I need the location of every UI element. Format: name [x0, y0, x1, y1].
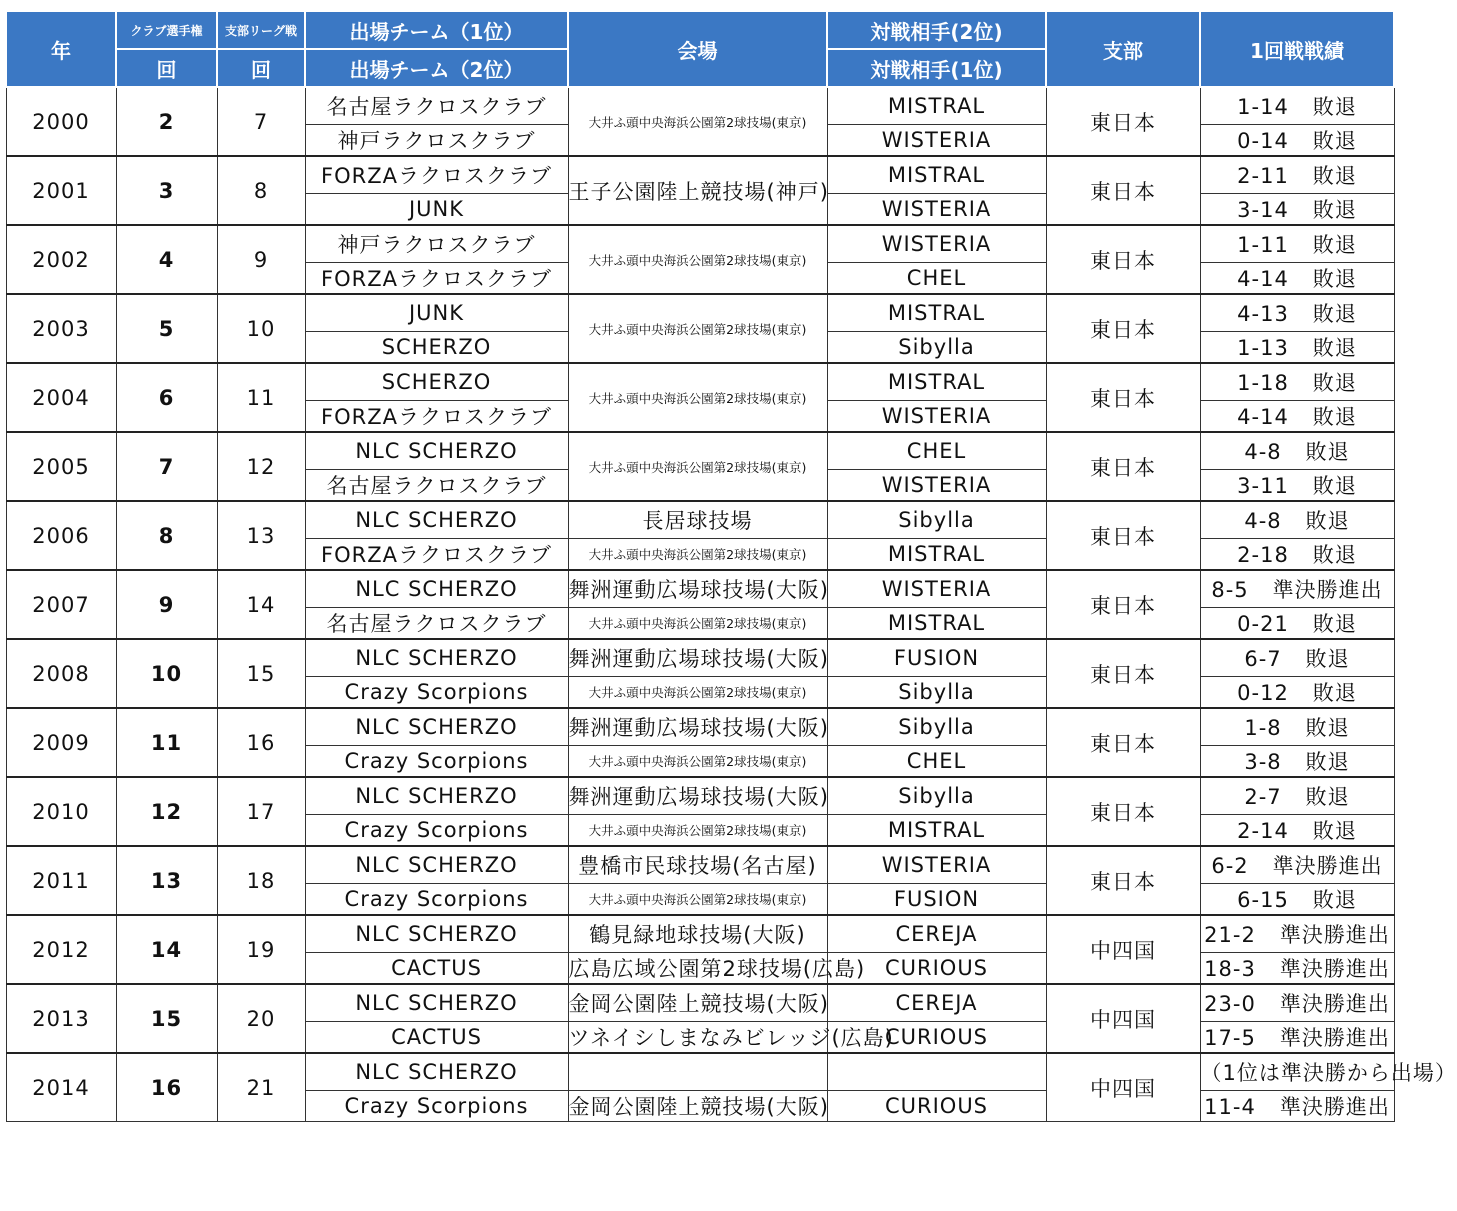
team-second-cell: FORZAラクロスクラブ	[305, 539, 568, 571]
branch-cell: 東日本	[1046, 846, 1200, 915]
branch-cell: 東日本	[1046, 294, 1200, 363]
result-cell	[1200, 984, 1394, 1022]
results-body	[6, 87, 1457, 1122]
result-outcome: 敗退	[1312, 198, 1357, 222]
result-score: 4-8	[1244, 509, 1282, 533]
branch-cell: 中四国	[1046, 915, 1200, 984]
result-cell	[1200, 225, 1394, 263]
result-outcome: 敗退	[1312, 819, 1357, 843]
table-row	[6, 846, 1394, 884]
result-outcome: 敗退	[1312, 474, 1357, 498]
opponent-cell: WISTERIA	[827, 194, 1046, 226]
club-round-cell: 10	[116, 639, 217, 708]
club-round-cell: 13	[116, 846, 217, 915]
table-row	[6, 87, 1394, 125]
league-round-cell: 14	[217, 570, 305, 639]
club-round-cell: 4	[116, 225, 217, 294]
table-row	[6, 915, 1394, 953]
result-outcome: 準決勝進出	[1279, 992, 1390, 1016]
team-first-cell: NLC SCHERZO	[305, 915, 568, 953]
result-score: 6-2	[1211, 854, 1249, 878]
venue-cell: 金岡公園陸上競技場(大阪)	[568, 1091, 827, 1122]
club-round-cell: 6	[116, 363, 217, 432]
result-outcome: 敗退	[1312, 164, 1357, 188]
result-score: 17-5	[1204, 1026, 1256, 1050]
year-cell: 2007	[6, 570, 116, 639]
result-outcome: 敗退	[1312, 371, 1357, 395]
year-cell: 2011	[6, 846, 116, 915]
table-row	[6, 570, 1394, 608]
team-second-cell: JUNK	[305, 194, 568, 226]
result-score: 21-2	[1204, 923, 1256, 947]
team-second-cell: SCHERZO	[305, 332, 568, 364]
result-outcome: 敗退	[1312, 543, 1357, 567]
team-first-cell: NLC SCHERZO	[305, 570, 568, 608]
opponent-cell	[827, 1053, 1046, 1091]
opponent-cell: Sibylla	[827, 501, 1046, 539]
result-cell	[1200, 884, 1394, 916]
league-round-cell: 16	[217, 708, 305, 777]
opponent-cell: CEREJA	[827, 915, 1046, 953]
opponent-cell: Sibylla	[827, 332, 1046, 364]
branch-cell: 中四国	[1046, 1053, 1200, 1122]
league-round-cell: 15	[217, 639, 305, 708]
branch-cell: 中四国	[1046, 984, 1200, 1053]
result-outcome: 準決勝進出	[1272, 854, 1383, 878]
year-cell: 2002	[6, 225, 116, 294]
team-second-cell: Crazy Scorpions	[305, 746, 568, 778]
branch-cell: 東日本	[1046, 708, 1200, 777]
year-cell: 2004	[6, 363, 116, 432]
year-cell: 2008	[6, 639, 116, 708]
result-outcome: 敗退	[1305, 647, 1350, 671]
result-cell	[1200, 401, 1394, 433]
result-outcome: 敗退	[1305, 716, 1350, 740]
team-second-cell: CACTUS	[305, 1022, 568, 1054]
club-round-cell: 5	[116, 294, 217, 363]
result-score: 2-11	[1237, 164, 1289, 188]
league-round-cell: 7	[217, 87, 305, 156]
branch-cell: 東日本	[1046, 363, 1200, 432]
year-cell: 2001	[6, 156, 116, 225]
result-outcome: 準決勝進出	[1279, 923, 1390, 947]
venue-cell: ツネイシしまなみビレッジ(広島)	[568, 1022, 827, 1054]
branch-cell: 東日本	[1046, 432, 1200, 501]
league-round-cell: 11	[217, 363, 305, 432]
result-cell	[1200, 263, 1394, 295]
opponent-cell: CHEL	[827, 432, 1046, 470]
club-round-cell: 16	[116, 1053, 217, 1122]
result-cell	[1200, 87, 1394, 125]
result-cell	[1200, 846, 1394, 884]
team-second-cell: Crazy Scorpions	[305, 677, 568, 709]
result-outcome: 敗退	[1305, 785, 1350, 809]
header-club-unit: 回	[116, 49, 217, 87]
venue-cell: 大井ふ頭中央海浜公園第2球技場(東京)	[568, 884, 827, 916]
venue-cell: 鶴見緑地球技場(大阪)	[568, 915, 827, 953]
result-cell	[1200, 332, 1394, 364]
results-table-container	[5, 10, 1457, 1122]
team-first-cell: NLC SCHERZO	[305, 777, 568, 815]
table-row	[6, 156, 1394, 194]
venue-cell: 大井ふ頭中央海浜公園第2球技場(東京)	[568, 539, 827, 571]
table-row	[6, 1053, 1394, 1091]
result-cell	[1200, 539, 1394, 571]
opponent-cell: MISTRAL	[827, 363, 1046, 401]
result-score: 4-14	[1237, 405, 1289, 429]
team-second-cell: 名古屋ラクロスクラブ	[305, 470, 568, 502]
venue-cell: 大井ふ頭中央海浜公園第2球技場(東京)	[568, 87, 827, 156]
year-cell: 2005	[6, 432, 116, 501]
results-table	[5, 10, 1457, 1122]
result-cell	[1200, 1091, 1394, 1122]
result-outcome: 敗退	[1312, 681, 1357, 705]
result-cell	[1200, 953, 1394, 985]
header-result: 1回戦戦績	[1200, 11, 1394, 87]
league-round-cell: 13	[217, 501, 305, 570]
table-row	[6, 639, 1394, 677]
table-row	[6, 363, 1394, 401]
result-score: 6-15	[1237, 888, 1289, 912]
result-score: 3-8	[1244, 750, 1282, 774]
opponent-cell: Sibylla	[827, 677, 1046, 709]
venue-cell: 舞洲運動広場球技場(大阪)	[568, 639, 827, 677]
year-cell: 2010	[6, 777, 116, 846]
league-round-cell: 8	[217, 156, 305, 225]
team-first-cell: NLC SCHERZO	[305, 432, 568, 470]
result-score: 4-13	[1237, 302, 1289, 326]
venue-cell: 大井ふ頭中央海浜公園第2球技場(東京)	[568, 225, 827, 294]
club-round-cell: 9	[116, 570, 217, 639]
result-score: 2-18	[1237, 543, 1289, 567]
result-outcome: 敗退	[1312, 336, 1357, 360]
league-round-cell: 12	[217, 432, 305, 501]
result-outcome: 敗退	[1312, 888, 1357, 912]
league-round-cell: 18	[217, 846, 305, 915]
opponent-cell: CURIOUS	[827, 1091, 1046, 1122]
team-second-cell: Crazy Scorpions	[305, 1091, 568, 1122]
table-row	[6, 501, 1394, 539]
result-cell	[1200, 708, 1394, 746]
club-round-cell: 8	[116, 501, 217, 570]
club-round-cell: 15	[116, 984, 217, 1053]
result-cell	[1200, 639, 1394, 677]
header-team-second: 出場チーム（2位）	[305, 49, 568, 87]
result-outcome: 敗退	[1312, 95, 1357, 119]
opponent-cell: FUSION	[827, 639, 1046, 677]
result-cell	[1200, 470, 1394, 502]
result-score: 1-8	[1244, 716, 1282, 740]
result-cell	[1200, 608, 1394, 640]
league-round-cell: 19	[217, 915, 305, 984]
team-first-cell: NLC SCHERZO	[305, 846, 568, 884]
branch-cell: 東日本	[1046, 639, 1200, 708]
opponent-cell: CURIOUS	[827, 1022, 1046, 1054]
result-score: 2-7	[1244, 785, 1282, 809]
header-branch-league: 支部リーグ戦	[217, 11, 305, 49]
team-first-cell: NLC SCHERZO	[305, 708, 568, 746]
opponent-cell: WISTERIA	[827, 401, 1046, 433]
result-score: 18-3	[1204, 957, 1256, 981]
year-cell: 2006	[6, 501, 116, 570]
branch-cell: 東日本	[1046, 87, 1200, 156]
result-score: 0-14	[1237, 129, 1289, 153]
team-second-cell: 神戸ラクロスクラブ	[305, 125, 568, 157]
team-second-cell: CACTUS	[305, 953, 568, 985]
table-row	[6, 294, 1394, 332]
branch-cell: 東日本	[1046, 777, 1200, 846]
branch-cell: 東日本	[1046, 225, 1200, 294]
result-cell	[1200, 777, 1394, 815]
venue-cell: 大井ふ頭中央海浜公園第2球技場(東京)	[568, 363, 827, 432]
opponent-cell: WISTERIA	[827, 125, 1046, 157]
result-score: 1-13	[1237, 336, 1289, 360]
club-round-cell: 14	[116, 915, 217, 984]
result-outcome: 敗退	[1305, 750, 1350, 774]
club-round-cell: 2	[116, 87, 217, 156]
result-outcome: 敗退	[1312, 302, 1357, 326]
header-league-unit: 回	[217, 49, 305, 87]
result-cell	[1200, 156, 1394, 194]
year-cell: 2000	[6, 87, 116, 156]
header-opponent-second: 対戦相手(2位)	[827, 11, 1046, 49]
result-cell	[1200, 915, 1394, 953]
club-round-cell: 7	[116, 432, 217, 501]
opponent-cell: WISTERIA	[827, 570, 1046, 608]
result-cell	[1200, 363, 1394, 401]
result-cell	[1200, 570, 1394, 608]
opponent-cell: CHEL	[827, 263, 1046, 295]
result-cell	[1200, 746, 1394, 778]
header-branch: 支部	[1046, 11, 1200, 87]
venue-cell: 王子公園陸上競技場(神戸)	[568, 156, 827, 225]
result-cell	[1200, 1022, 1394, 1054]
result-outcome: 準決勝進出	[1279, 1026, 1390, 1050]
venue-cell: 豊橋市民球技場(名古屋)	[568, 846, 827, 884]
team-first-cell: NLC SCHERZO	[305, 984, 568, 1022]
opponent-cell: MISTRAL	[827, 294, 1046, 332]
opponent-cell: Sibylla	[827, 708, 1046, 746]
result-score: 0-21	[1237, 612, 1289, 636]
header-club-championship: クラブ選手権	[116, 11, 217, 49]
venue-cell: 大井ふ頭中央海浜公園第2球技場(東京)	[568, 677, 827, 709]
venue-cell: 大井ふ頭中央海浜公園第2球技場(東京)	[568, 294, 827, 363]
result-cell	[1200, 125, 1394, 157]
year-cell: 2013	[6, 984, 116, 1053]
year-cell: 2014	[6, 1053, 116, 1122]
team-second-cell: 名古屋ラクロスクラブ	[305, 608, 568, 640]
result-cell	[1200, 501, 1394, 539]
result-score: 2-14	[1237, 819, 1289, 843]
result-score: 1-14	[1237, 95, 1289, 119]
result-outcome: 敗退	[1312, 405, 1357, 429]
league-round-cell: 20	[217, 984, 305, 1053]
result-score: 6-7	[1244, 647, 1282, 671]
result-outcome: 敗退	[1305, 509, 1350, 533]
opponent-cell: CEREJA	[827, 984, 1046, 1022]
result-cell	[1200, 677, 1394, 709]
venue-cell: 広島広域公園第2球技場(広島)	[568, 953, 827, 985]
opponent-cell: WISTERIA	[827, 846, 1046, 884]
branch-cell: 東日本	[1046, 156, 1200, 225]
venue-cell: 舞洲運動広場球技場(大阪)	[568, 570, 827, 608]
result-outcome: 敗退	[1312, 267, 1357, 291]
result-score: 23-0	[1204, 992, 1256, 1016]
result-score: 4-8	[1244, 440, 1282, 464]
venue-cell: 大井ふ頭中央海浜公園第2球技場(東京)	[568, 432, 827, 501]
team-first-cell: JUNK	[305, 294, 568, 332]
team-first-cell: FORZAラクロスクラブ	[305, 156, 568, 194]
result-outcome: 準決勝進出	[1279, 1095, 1390, 1119]
league-round-cell: 10	[217, 294, 305, 363]
result-outcome: 敗退	[1312, 612, 1357, 636]
result-score: 1-18	[1237, 371, 1289, 395]
table-row	[6, 777, 1394, 815]
club-round-cell: 11	[116, 708, 217, 777]
result-score: 3-14	[1237, 198, 1289, 222]
header-team-first: 出場チーム（1位）	[305, 11, 568, 49]
branch-cell: 東日本	[1046, 570, 1200, 639]
venue-cell	[568, 1053, 827, 1091]
league-round-cell: 9	[217, 225, 305, 294]
team-first-cell: 神戸ラクロスクラブ	[305, 225, 568, 263]
team-first-cell: SCHERZO	[305, 363, 568, 401]
team-second-cell: FORZAラクロスクラブ	[305, 401, 568, 433]
result-outcome: 準決勝進出	[1279, 957, 1390, 981]
result-score: 11-4	[1204, 1095, 1256, 1119]
result-outcome: 敗退	[1312, 233, 1357, 257]
result-outcome: 敗退	[1305, 440, 1350, 464]
table-row	[6, 225, 1394, 263]
result-score: 4-14	[1237, 267, 1289, 291]
team-second-cell: Crazy Scorpions	[305, 884, 568, 916]
league-round-cell: 17	[217, 777, 305, 846]
header-year: 年	[6, 11, 116, 87]
result-cell	[1200, 294, 1394, 332]
opponent-cell: FUSION	[827, 884, 1046, 916]
table-row	[6, 432, 1394, 470]
club-round-cell: 12	[116, 777, 217, 846]
opponent-cell: CHEL	[827, 746, 1046, 778]
team-first-cell: 名古屋ラクロスクラブ	[305, 87, 568, 125]
result-outcome: 敗退	[1312, 129, 1357, 153]
venue-cell: 舞洲運動広場球技場(大阪)	[568, 777, 827, 815]
result-note-cell: （1位は準決勝から出場）	[1200, 1053, 1394, 1091]
venue-cell: 大井ふ頭中央海浜公園第2球技場(東京)	[568, 608, 827, 640]
venue-cell: 舞洲運動広場球技場(大阪)	[568, 708, 827, 746]
table-row	[6, 984, 1394, 1022]
result-cell	[1200, 815, 1394, 847]
table-row	[6, 708, 1394, 746]
opponent-cell: CURIOUS	[827, 953, 1046, 985]
team-first-cell: NLC SCHERZO	[305, 639, 568, 677]
header-venue: 会場	[568, 11, 827, 87]
club-round-cell: 3	[116, 156, 217, 225]
venue-cell: 長居球技場	[568, 501, 827, 539]
branch-cell: 東日本	[1046, 501, 1200, 570]
team-second-cell: Crazy Scorpions	[305, 815, 568, 847]
venue-cell: 大井ふ頭中央海浜公園第2球技場(東京)	[568, 746, 827, 778]
venue-cell: 金岡公園陸上競技場(大阪)	[568, 984, 827, 1022]
opponent-cell: Sibylla	[827, 777, 1046, 815]
result-outcome: 準決勝進出	[1272, 578, 1383, 602]
opponent-cell: MISTRAL	[827, 815, 1046, 847]
team-first-cell: NLC SCHERZO	[305, 501, 568, 539]
opponent-cell: MISTRAL	[827, 156, 1046, 194]
result-score: 0-12	[1237, 681, 1289, 705]
venue-cell: 大井ふ頭中央海浜公園第2球技場(東京)	[568, 815, 827, 847]
header-opponent-first: 対戦相手(1位)	[827, 49, 1046, 87]
opponent-cell: MISTRAL	[827, 87, 1046, 125]
opponent-cell: WISTERIA	[827, 225, 1046, 263]
result-cell	[1200, 432, 1394, 470]
year-cell: 2012	[6, 915, 116, 984]
result-score: 3-11	[1237, 474, 1289, 498]
year-cell: 2003	[6, 294, 116, 363]
team-second-cell: FORZAラクロスクラブ	[305, 263, 568, 295]
result-cell	[1200, 194, 1394, 226]
opponent-cell: MISTRAL	[827, 608, 1046, 640]
result-score: 8-5	[1211, 578, 1249, 602]
opponent-cell: WISTERIA	[827, 470, 1046, 502]
league-round-cell: 21	[217, 1053, 305, 1122]
result-score: 1-11	[1237, 233, 1289, 257]
year-cell: 2009	[6, 708, 116, 777]
opponent-cell: MISTRAL	[827, 539, 1046, 571]
team-first-cell: NLC SCHERZO	[305, 1053, 568, 1091]
